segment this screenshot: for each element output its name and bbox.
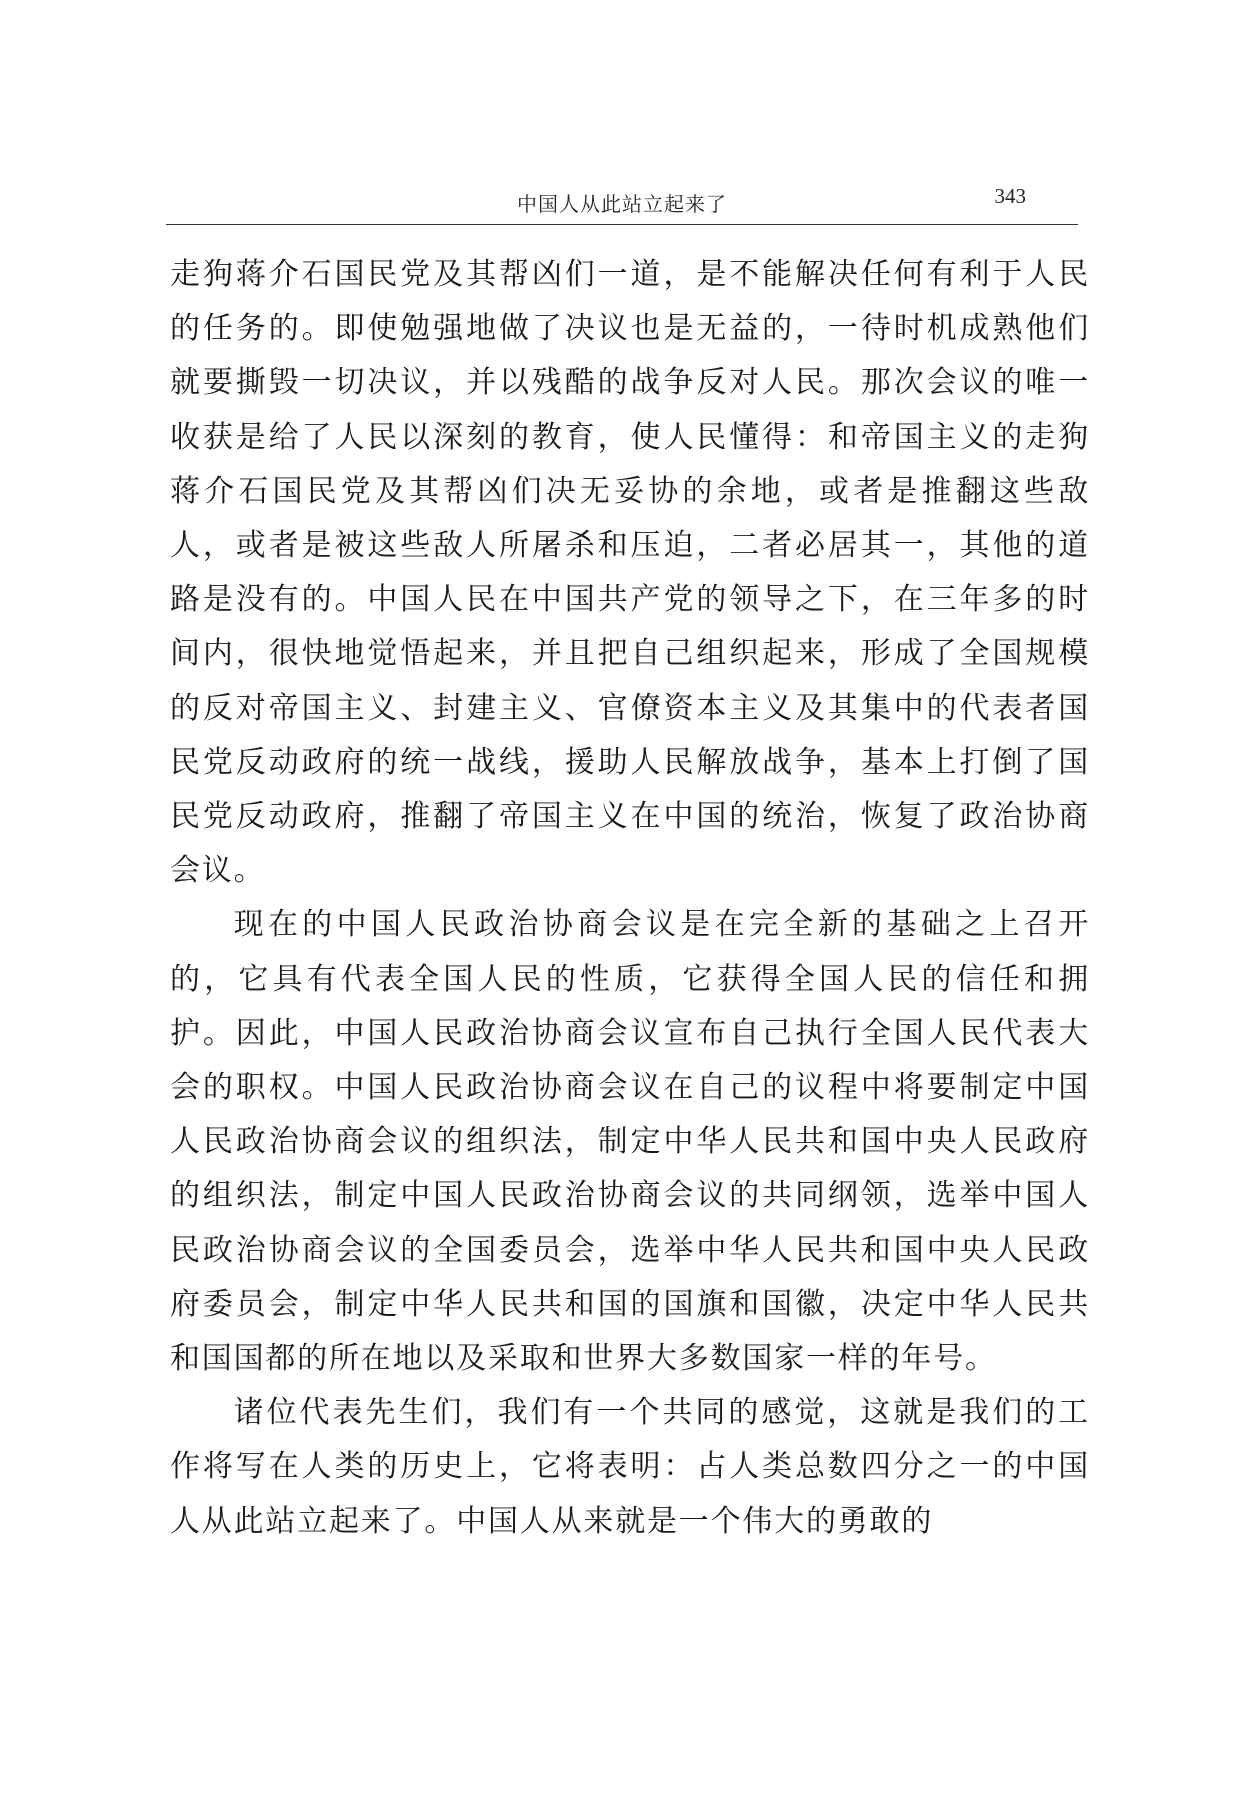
- running-title: 中国人从此站立起来了: [517, 192, 727, 216]
- body-text: [170, 248, 1090, 1549]
- paragraph-continued: 走狗蒋介石国民党及其帮凶们一道，是不能解决任何有利于人民的任务的。即使勉强地做了决议也是无益的，一待时机成熟他们就要撕毁一切决议，并以残酷的战争反对人民。那次会议的唯一收获是给了人民以深刻的教育，使人民懂得：和帝国主义的走狗蒋介石国民党及其帮凶们决无妥协的余地，或者是推翻这些敌人，或者是被这些敌人所屠杀和压迫，二者必居其一，其他的道路是没有的。中国人民在中国共产党的领导之下，在三年多的时间内，很快地觉悟起来，并且把自己组织起来，形成了全国规模的反对帝国主义、封建主义、官僚资本主义及其集中的代表者国民党反动政府的统一战线，援助人民解放战争，基本上打倒了国民党反动政府，推翻了帝国主义在中国的统治，恢复了政治协商会议。: [170, 257, 1090, 889]
- page-header: [166, 180, 1078, 225]
- page-number: 343: [994, 184, 1026, 208]
- paragraph-standing-up: 诸位代表先生们，我们有一个共同的感觉，这就是我们的工作将写在人类的历史上，它将表明：占人类总数四分之一的中国人从此站立起来了。中国人从来就是一个伟大的勇敢的: [170, 1395, 1090, 1539]
- paragraph-cppcc-agenda: 现在的中国人民政治协商会议是在完全新的基础之上召开的，它具有代表全国人民的性质，它获得全国人民的信任和拥护。因此，中国人民政治协商会议宣布自己执行全国人民代表大会的职权。中国人民政治协商会议在自己的议程中将要制定中国人民政治协商会议的组织法，制定中华人民共和国中央人民政府的组织法，制定中国人民政治协商会议的共同纲领，选举中国人民政治协商会议的全国委员会，选举中华人民共和国中央人民政府委员会，制定中华人民共和国的国旗和国徽，决定中华人民共和国国都的所在地以及采取和世界大多数国家一样的年号。: [170, 907, 1090, 1377]
